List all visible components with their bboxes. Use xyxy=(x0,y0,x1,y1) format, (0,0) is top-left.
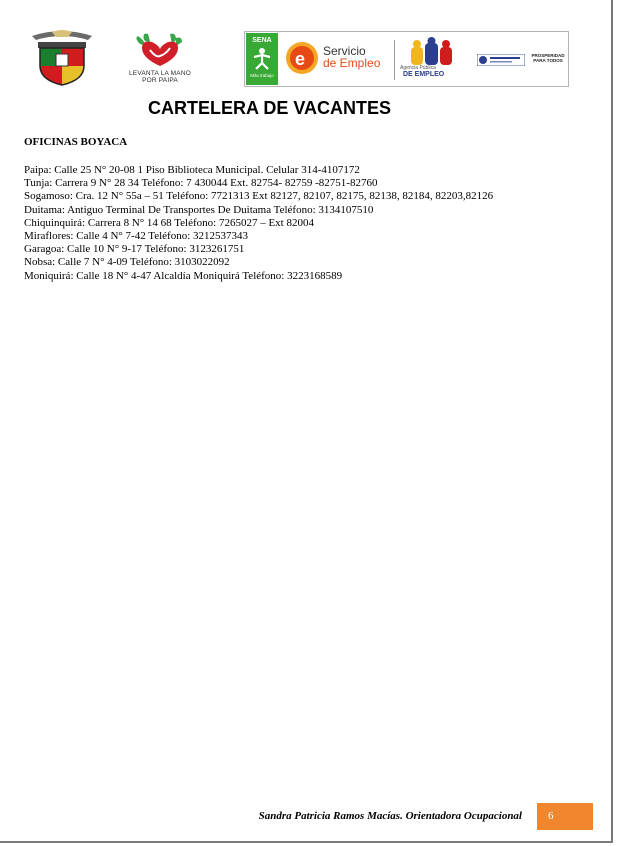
office-item-sogamoso: Sogamoso: Cra. 12 N° 55a – 51 Teléfono: 7721313 Ext 82127, 82107, 82175, 82138, 82184, 82203,82126 xyxy=(24,190,494,203)
paipa-slogan-line2: POR PAIPA xyxy=(142,77,178,84)
banner-divider xyxy=(394,40,395,80)
page-number-badge xyxy=(537,803,593,830)
prosperidad-line2: PARA TODOS xyxy=(533,58,563,63)
office-item-moniquira: Moniquirá: Calle 18 N° 4-47 Alcaldía Moniquirá Teléfono: 3223168589 xyxy=(24,269,343,282)
servicio-empleo-icon xyxy=(285,41,319,75)
section-title: OFICINAS BOYACA xyxy=(24,136,128,148)
servicio-line1: Servicio xyxy=(323,44,366,58)
footer-author: Sandra Patricia Ramos Macías. Orientadora Ocupacional xyxy=(258,810,522,822)
mintrabajo-logo xyxy=(477,54,525,66)
paipa-slogan-line1: LEVANTA LA MANO xyxy=(128,70,191,77)
page-number: 6 xyxy=(548,810,554,822)
sena-person-icon xyxy=(252,47,272,71)
sena-tagline: Más trabajo xyxy=(250,73,274,78)
office-item-garagoa: Garagoa: Calle 10 N° 9-17 Teléfono: 3123261751 xyxy=(24,243,245,256)
office-item-nobsa: Nobsa: Calle 7 N° 4-09 Teléfono: 3103022092 xyxy=(24,256,230,269)
office-item-miraflores: Miraflores: Calle 4 N° 7-42 Teléfono: 3212537343 xyxy=(24,230,248,243)
sena-brand: SENA xyxy=(252,37,272,44)
office-item-chiquinquira: Chiquinquirá: Carrera 8 N° 14 68 Teléfono: 7265027 – Ext 82004 xyxy=(24,216,314,229)
servicio-empleo-text xyxy=(323,45,380,69)
office-item-tunja: Tunja: Carrera 9 N° 28 34 Teléfono: 7 430044 Ext. 82754- 82759 -82751-82760 xyxy=(24,177,378,190)
agencia-publica-people-icon xyxy=(407,37,457,65)
prosperidad-para-todos-logo xyxy=(530,53,566,63)
levanta-la-mano-logo xyxy=(120,30,200,88)
hands-heart-icon xyxy=(120,30,200,70)
offices-list xyxy=(24,164,604,283)
office-item-paipa: Paipa: Calle 25 N° 20-08 1 Piso Biblioteca Municipal. Celular 314-4107172 xyxy=(24,164,360,176)
de-empleo-label: DE EMPLEO xyxy=(403,71,445,78)
page-title: CARTELERA DE VACANTES xyxy=(147,98,391,118)
sena-logo xyxy=(246,33,278,85)
paipa-coat-of-arms-logo xyxy=(28,28,96,86)
svg-text:e: e xyxy=(295,49,306,69)
partner-logos-banner xyxy=(244,31,569,87)
office-item-duitama: Duitama: Antiguo Terminal De Transportes De Duitama Teléfono: 3134107510 xyxy=(24,203,374,216)
paipa-slogan xyxy=(120,70,200,84)
prosperidad-line1: PROSPERIDAD xyxy=(531,53,565,58)
servicio-line2: de Empleo xyxy=(323,56,381,70)
agencia-publica-label: Agencia Pública xyxy=(400,65,436,71)
